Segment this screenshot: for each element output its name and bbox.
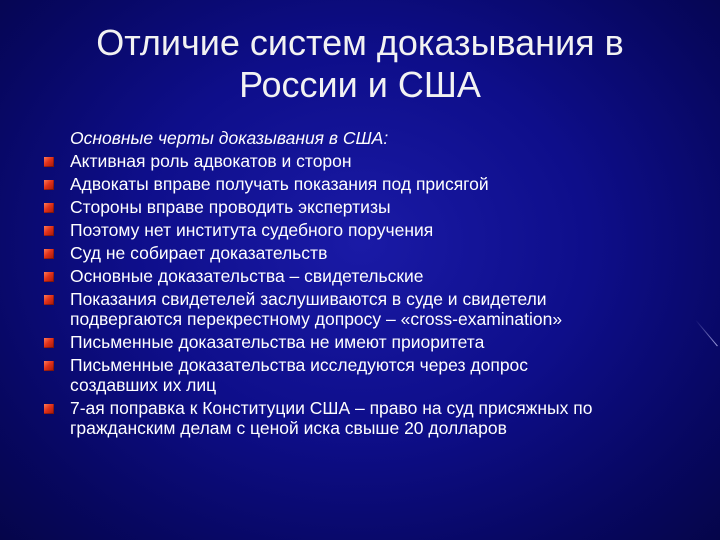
square-bullet-icon bbox=[44, 361, 54, 371]
bullet-item bbox=[44, 289, 704, 329]
bullet-text-line: Письменные доказательства исследуются через допрос bbox=[70, 355, 529, 375]
bullet-text-line: 7-ая поправка к Конституции США – право на суд присяжных по bbox=[70, 398, 593, 418]
subtitle-text: Основные черты доказывания в США bbox=[70, 128, 384, 148]
bullet-text: Поэтому нет института судебного поручения bbox=[70, 220, 434, 240]
square-bullet-icon bbox=[44, 226, 54, 236]
square-bullet-icon bbox=[44, 404, 54, 414]
bullet-text-line: создавших их лиц bbox=[70, 375, 217, 395]
bullet-item bbox=[44, 220, 704, 240]
bullet-item bbox=[44, 174, 704, 194]
square-bullet-icon bbox=[44, 180, 54, 190]
square-bullet-icon bbox=[44, 272, 54, 282]
subtitle bbox=[44, 128, 704, 148]
bullet-text: Письменные доказательства не имеют приоритета bbox=[70, 332, 485, 352]
bullet-item bbox=[44, 398, 704, 438]
bullet-text: Суд не собирает доказательств bbox=[70, 243, 328, 263]
bullet-item bbox=[44, 266, 704, 286]
square-bullet-icon bbox=[44, 157, 54, 167]
title-line-2: России и США bbox=[239, 64, 481, 105]
square-bullet-icon bbox=[44, 295, 54, 305]
bullet-text-line: Показания свидетелей заслушиваются в суде и свидетели bbox=[70, 289, 547, 309]
bullet-text: Основные доказательства – свидетельские bbox=[70, 266, 424, 286]
bullet-text-line: гражданским делам с ценой иска свыше 20 долларов bbox=[70, 418, 507, 438]
subtitle-colon: : bbox=[383, 128, 389, 148]
bullet-item bbox=[44, 332, 704, 352]
bullet-text-line: подвергаются перекрестному допросу – «cross-examination» bbox=[70, 309, 563, 329]
slide-content bbox=[44, 128, 704, 441]
bullet-text: Стороны вправе проводить экспертизы bbox=[70, 197, 391, 217]
bullet-item bbox=[44, 243, 704, 263]
square-bullet-icon bbox=[44, 338, 54, 348]
bullet-item bbox=[44, 151, 704, 171]
square-bullet-icon bbox=[44, 203, 54, 213]
bullet-item bbox=[44, 355, 704, 395]
bullet-text: Активная роль адвокатов и сторон bbox=[70, 151, 352, 171]
square-bullet-icon bbox=[44, 249, 54, 259]
bullet-item bbox=[44, 197, 704, 217]
title-line-1: Отличие систем доказывания в bbox=[96, 22, 624, 63]
bullet-text: Адвокаты вправе получать показания под присягой bbox=[70, 174, 489, 194]
slide-title bbox=[40, 22, 680, 106]
